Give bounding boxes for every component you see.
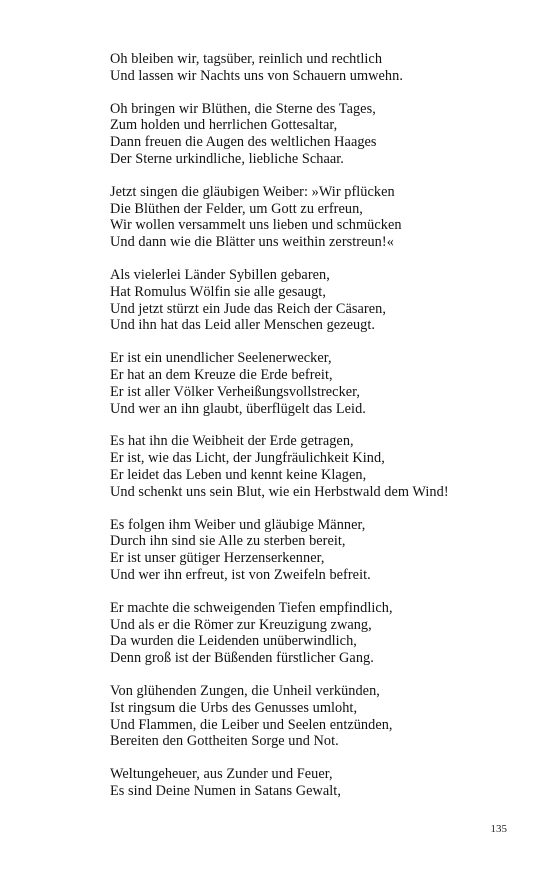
poem-line: Es folgen ihm Weiber und gläubige Männer, (110, 516, 366, 533)
poem-text (110, 51, 530, 800)
poem-line: Er hat an dem Kreuze die Erde befreit, (110, 366, 333, 383)
poem-line: Der Sterne urkindliche, liebliche Schaar. (110, 150, 344, 167)
poem-line: Und wer an ihn glaubt, überflügelt das Leid. (110, 400, 366, 417)
poem-line: Es hat ihn die Weibheit der Erde getragen, (110, 433, 354, 450)
stanza (110, 101, 530, 168)
stanza (110, 766, 530, 800)
poem-line: Als vielerlei Länder Sybillen gebaren, (110, 266, 330, 283)
poem-line: Er ist unser gütiger Herzenserkenner, (110, 550, 325, 567)
poem-line: Oh bleiben wir, tagsüber, reinlich und rechtlich (110, 51, 383, 67)
stanza (110, 600, 530, 667)
poem-line: Er leidet das Leben und kennt keine Klagen, (110, 466, 367, 483)
poem-line: Und ihn hat das Leid aller Menschen gezeugt. (110, 317, 376, 334)
poem-line: Und dann wie die Blätter uns weithin zerstreun!« (110, 234, 394, 251)
poem-line: Durch ihn sind sie Alle zu sterben bereit, (110, 533, 346, 550)
poem-line: Es sind Deine Numen in Satans Gewalt, (110, 782, 341, 799)
poem-line: Er machte die schweigenden Tiefen empfindlich, (110, 599, 393, 616)
poem-line: Von glühenden Zungen, die Unheil verkünden, (110, 682, 380, 699)
poem-line: Zum holden und herrlichen Gottesaltar, (110, 117, 338, 134)
stanza (110, 184, 530, 251)
poem-line: Jetzt singen die gläubigen Weiber: »Wir pflücken (110, 183, 395, 200)
poem-line: Und schenkt uns sein Blut, wie ein Herbstwald dem Wind! (110, 483, 449, 500)
stanza (110, 350, 530, 417)
page-number: 135 (490, 823, 507, 835)
poem-line: Denn groß ist der Büßenden fürstlicher Gang. (110, 650, 374, 667)
poem-line: Und lassen wir Nachts uns von Schauern umwehn. (110, 67, 403, 84)
poem-line: Da wurden die Leidenden unüberwindlich, (110, 633, 357, 650)
poem-line: Weltungeheuer, aus Zunder und Feuer, (110, 766, 333, 783)
poem-line: Er ist, wie das Licht, der Jungfräulichkeit Kind, (110, 450, 385, 467)
poem-line: Wir wollen versammelt uns lieben und schmücken (110, 217, 402, 234)
stanza (110, 433, 530, 500)
stanza (110, 51, 530, 85)
poem-line: Er ist aller Völker Verheißungsvollstrecker, (110, 383, 361, 400)
poem-line: Dann freuen die Augen des weltlichen Haages (110, 134, 377, 151)
stanza (110, 267, 530, 334)
poem-line: Und als er die Römer zur Kreuzigung zwang, (110, 616, 372, 633)
stanza (110, 683, 530, 750)
stanza (110, 517, 530, 584)
poem-line: Die Blüthen der Felder, um Gott zu erfreun, (110, 200, 363, 217)
poem-line: Er ist ein unendlicher Seelenerwecker, (110, 350, 332, 367)
poem-line: Und Flammen, die Leiber und Seelen entzünden, (110, 716, 393, 733)
poem-line: Ist ringsum die Urbs des Genusses umloht, (110, 699, 358, 716)
poem-line: Und wer ihn erfreut, ist von Zweifeln befreit. (110, 566, 371, 583)
poem-line: Oh bringen wir Blüthen, die Sterne des Tages, (110, 100, 376, 117)
poem-line: Bereiten den Gottheiten Sorge und Not. (110, 733, 339, 750)
poem-line: Hat Romulus Wölfin sie alle gesaugt, (110, 283, 326, 300)
poem-line: Und jetzt stürzt ein Jude das Reich der Cäsaren, (110, 300, 386, 317)
